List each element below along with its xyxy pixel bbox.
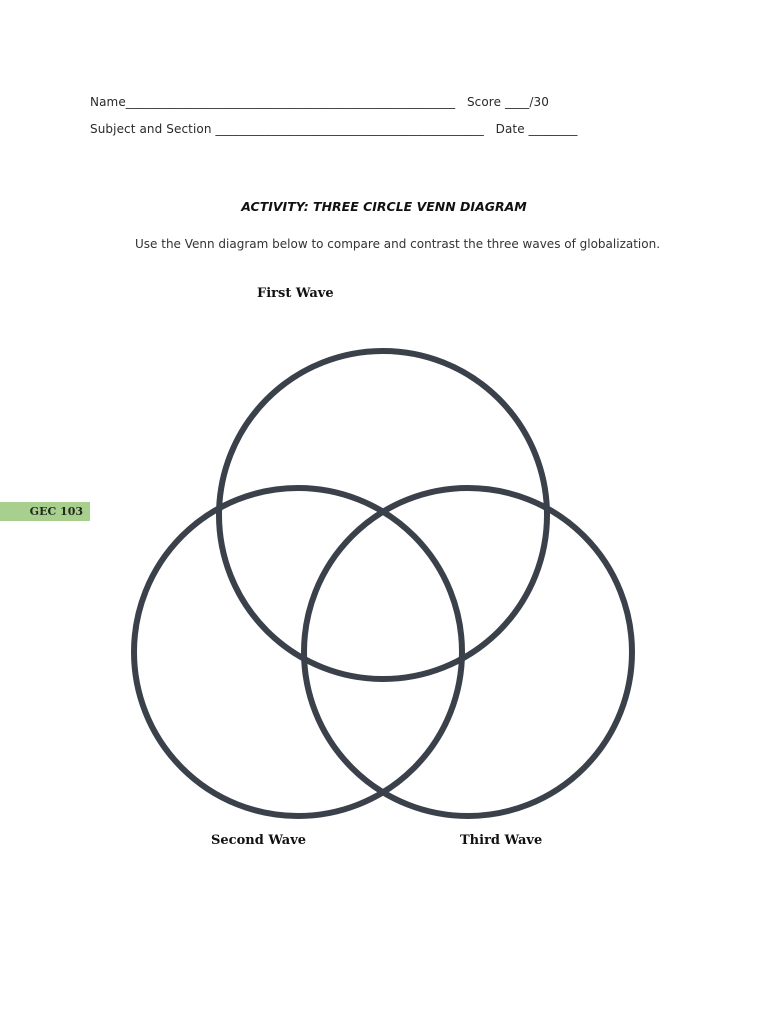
activity-instruction: Use the Venn diagram below to compare and contrast the three waves of globalization.: [135, 237, 661, 251]
subject-section-field[interactable]: Subject and Section ____________________________________________: [90, 122, 484, 136]
third-wave-label: Third Wave: [460, 833, 543, 848]
date-field[interactable]: Date ________: [495, 122, 578, 136]
score-field[interactable]: Score ____/30: [466, 95, 549, 109]
activity-title: ACTIVITY: THREE CIRCLE VENN DIAGRAM: [241, 199, 527, 214]
second-wave-label: Second Wave: [211, 833, 307, 848]
first-wave-label: First Wave: [257, 286, 334, 301]
course-tab: GEC 103: [0, 502, 90, 521]
name-field[interactable]: Name______________________________________________________: [90, 95, 456, 109]
